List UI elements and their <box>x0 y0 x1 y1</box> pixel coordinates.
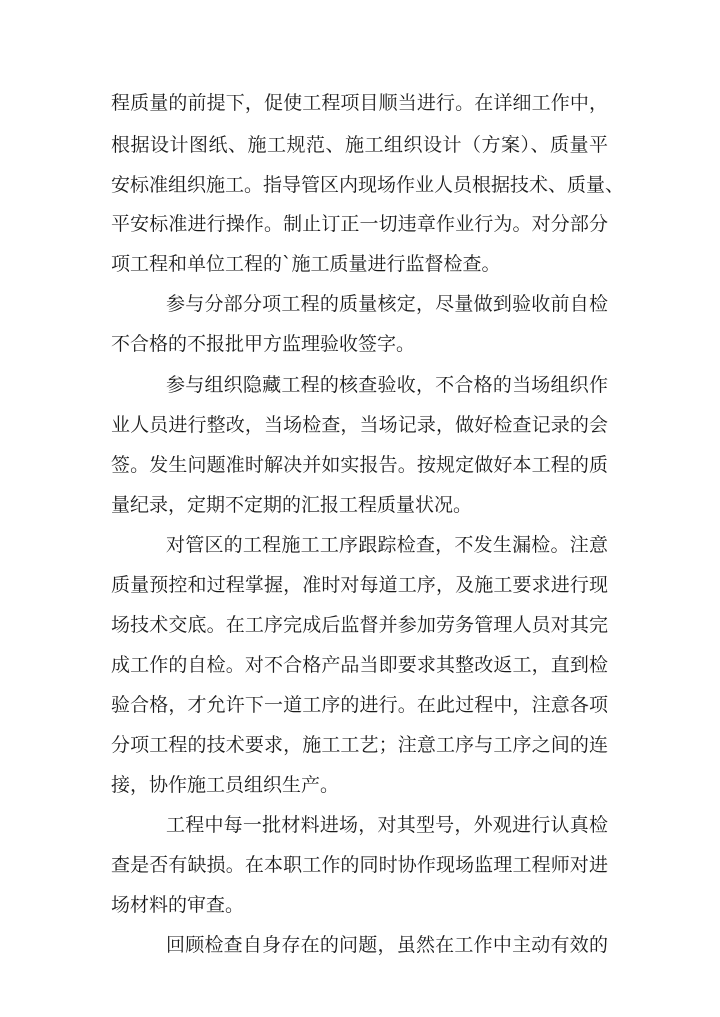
text-line: 平安标准进行操作。制止订正一切违章作业行为。对分部分 <box>111 213 608 235</box>
text-line: 接，协作施工员组织生产。 <box>111 774 340 796</box>
text-line: 验合格，才允许下一道工序的进行。在此过程中，注意各项 <box>111 694 608 716</box>
text-line: 不合格的不报批甲方监理验收签字。 <box>111 333 416 355</box>
text-line: 质量预控和过程掌握，准时对每道工序，及施工要求进行现 <box>111 574 608 596</box>
text-line: 程质量的前提下，促使工程项目顺当进行。在详细工作中， <box>111 92 608 114</box>
text-line: 安标准组织施工。指导管区内现场作业人员根据技术、质量、 <box>111 174 625 196</box>
text-line: 业人员进行整改，当场检查，当场记录，做好检查记录的会 <box>111 414 608 436</box>
paragraph-first-line: 回顾检查自身存在的问题，虽然在工作中主动有效的 <box>166 934 608 956</box>
paragraph-first-line: 对管区的工程施工工序跟踪检查，不发生漏检。注意 <box>166 534 608 556</box>
paragraph-first-line: 参与分部分项工程的质量核定，尽量做到验收前自检 <box>166 293 608 315</box>
text-line: 分项工程的技术要求，施工工艺；注意工序与工序之间的连 <box>111 734 608 756</box>
text-line: 项工程和单位工程的`施工质量进行监督检查。 <box>111 253 501 275</box>
text-line: 量纪录，定期不定期的汇报工程质量状况。 <box>111 494 473 516</box>
text-line: 场材料的审查。 <box>111 894 245 916</box>
text-line: 签。发生问题准时解决并如实报告。按规定做好本工程的质 <box>111 454 608 476</box>
text-line: 场技术交底。在工序完成后监督并参加劳务管理人员对其完 <box>111 614 608 636</box>
paragraph-first-line: 参与组织隐藏工程的核查验收，不合格的当场组织作 <box>166 374 608 396</box>
text-line: 查是否有缺损。在本职工作的同时协作现场监理工程师对进 <box>111 854 608 876</box>
text-line: 成工作的自检。对不合格产品当即要求其整改返工，直到检 <box>111 654 608 676</box>
paragraph-first-line: 工程中每一批材料进场，对其型号，外观进行认真检 <box>166 814 608 836</box>
text-line: 根据设计图纸、施工规范、施工组织设计（方案）、质量平 <box>111 134 608 156</box>
